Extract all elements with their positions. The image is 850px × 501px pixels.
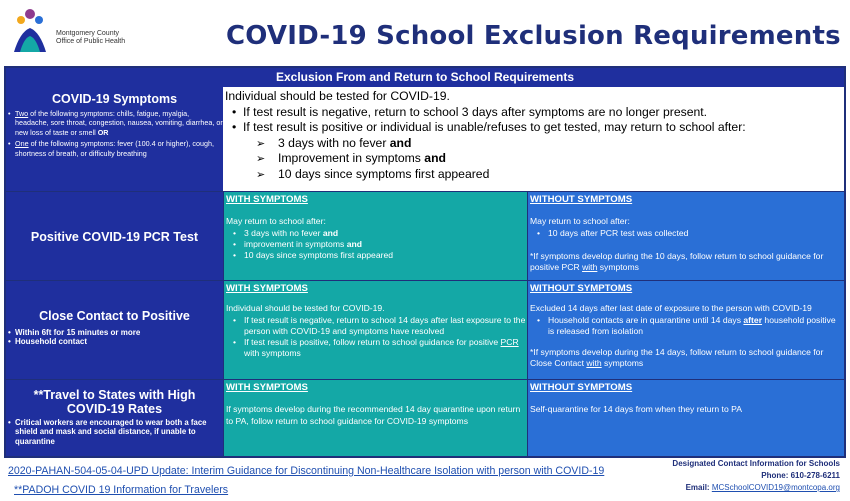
without-symptoms-heading: WITHOUT SYMPTOMS	[530, 382, 633, 393]
return-criteria-list	[223, 136, 844, 183]
pcr-without-note	[528, 251, 844, 274]
with-text: with	[586, 358, 602, 369]
phone-label: Phone:	[761, 471, 791, 480]
contact-without-intro: Excluded 14 days after last date of exposure to the person with COVID-19	[530, 303, 812, 314]
symptoms-intro: Individual should be tested for COVID-19.	[225, 89, 450, 103]
contact-label-title: Close Contact to Positive	[39, 309, 190, 323]
county-logo	[10, 8, 220, 58]
travel-without-text: Self-quarantine for 14 days from when they return to PA	[530, 404, 742, 415]
pcr-with-item	[224, 239, 527, 250]
note-text: symptoms	[597, 262, 639, 273]
pcr-with-item: • 10 days since symptoms first appeared	[224, 250, 527, 261]
one-text: One	[15, 139, 29, 149]
phone-value: 610-278-6211	[790, 471, 840, 480]
symptoms-label-title: COVID-19 Symptoms	[51, 92, 178, 106]
symptoms-guidance-item: • If test result is positive or individual is unable/refuses to get tested, may return to school after:	[223, 120, 844, 136]
return-criteria-item	[223, 136, 844, 152]
contact-label-list	[6, 328, 223, 347]
health-logo-icon	[10, 8, 50, 56]
org-name-line2: Office of Public Health	[56, 38, 126, 45]
org-name-line1: Montgomery County	[56, 30, 120, 37]
contact-with-item	[224, 337, 527, 360]
item-text: Household contacts are in quarantine until 14 days	[548, 314, 744, 325]
pcr-row	[6, 192, 844, 280]
and-text: and	[424, 151, 446, 166]
email-link[interactable]: MCSchoolCOVID19@montcopa.org	[711, 483, 840, 492]
contact-without-list	[528, 315, 844, 338]
contact-with-item: • If test result is negative, return to school 14 days after last exposure to the person with COVID-19 and symptoms have resolved	[224, 315, 527, 338]
pcr-without-intro: May return to school after:	[530, 216, 630, 227]
or-text: OR	[97, 127, 109, 137]
email-label: Email:	[685, 483, 712, 492]
criteria-text: 3 days with no fever	[278, 135, 390, 150]
contact-label-cell	[6, 281, 223, 379]
pcr-with-item	[224, 228, 527, 239]
contact-label-item: • Within 6ft for 15 minutes or more	[6, 328, 223, 337]
pcr-with-intro: May return to school after:	[226, 216, 326, 227]
symptoms-row	[6, 87, 844, 191]
symptoms-guidance-list	[223, 105, 844, 136]
travel-with-text: If symptoms develop during the recommended 14 day quarantine upon return to PA, follow return to school guidance for COVID-19 symptoms	[226, 404, 521, 426]
note-text: *If symptoms develop during the 14 days, follow return to school guidance for Close Contact	[530, 347, 824, 369]
pcr-label-title: Positive COVID-19 PCR Test	[30, 230, 199, 244]
note-text: symptoms	[601, 358, 644, 369]
contact-without-note	[528, 347, 844, 370]
pcr-without-item: • 10 days after PCR test was collected	[528, 228, 844, 239]
contact-with-intro: Individual should be tested for COVID-19.	[226, 303, 385, 314]
and-text: and	[346, 238, 362, 249]
travel-without-symptoms-cell	[528, 380, 844, 456]
with-symptoms-heading: WITH SYMPTOMS	[226, 382, 308, 393]
symptoms-label-cell	[6, 87, 223, 191]
one-rest-text: of the following symptoms: fever (100.4 or higher), cough, shortness of breath, or difficulty breathing	[15, 139, 214, 158]
page-title: COVID-19 School Exclusion Requirements	[226, 21, 841, 51]
contact-label-item: • Household contact	[6, 337, 223, 346]
note-text: *If symptoms develop during the 10 days, follow return to school guidance for positive PCR	[530, 250, 824, 273]
pcr-text: PCR	[500, 337, 519, 348]
criteria-text: Improvement in symptoms	[278, 151, 425, 166]
page-footer	[0, 458, 850, 501]
pcr-with-symptoms-cell	[224, 192, 527, 280]
pcr-without-symptoms-cell	[528, 192, 844, 280]
return-criteria-item	[223, 151, 844, 167]
item-text: If test result is positive, follow return to school guidance for positive	[244, 337, 501, 348]
contact-without-symptoms-cell	[528, 281, 844, 379]
contact-without-item	[528, 315, 844, 338]
two-rest-text: of the following symptoms: chills, fatigue, myalgia, headache, sore throat, congestion, nausea, vomiting, diarrhea, or new loss of taste or smell	[15, 109, 223, 137]
item-text: household positive is released from isolation	[548, 314, 836, 336]
contact-with-list	[224, 315, 527, 360]
travel-label-cell	[6, 380, 223, 456]
pcr-with-list	[224, 228, 527, 262]
item-text: improvement in symptoms	[244, 238, 347, 249]
table-banner: Exclusion From and Return to School Requirements	[6, 68, 844, 87]
symptoms-guidance-item: • If test result is negative, return to school 3 days after symptoms are no longer present.	[223, 105, 844, 121]
with-symptoms-heading: WITH SYMPTOMS	[226, 283, 308, 294]
without-symptoms-heading: WITHOUT SYMPTOMS	[530, 283, 633, 294]
travel-label-list	[6, 418, 223, 446]
contact-with-symptoms-cell	[224, 281, 527, 379]
return-criteria-item: ➢ 10 days since symptoms first appeared	[223, 167, 844, 183]
with-text: with	[582, 262, 598, 273]
contact-phone	[761, 471, 840, 480]
without-symptoms-heading: WITHOUT SYMPTOMS	[530, 194, 633, 205]
symptoms-label-item	[6, 109, 223, 137]
close-contact-row	[6, 281, 844, 379]
two-text: Two	[15, 109, 29, 118]
contact-title: Designated Contact Information for Schools	[672, 459, 840, 468]
with-symptoms-heading: WITH SYMPTOMS	[226, 194, 308, 205]
pcr-label-cell	[6, 192, 223, 280]
travel-with-symptoms-cell	[224, 380, 527, 456]
pcr-without-list	[528, 228, 844, 239]
item-text: with symptoms	[244, 348, 301, 359]
and-text: and	[322, 227, 339, 238]
and-text: and	[389, 135, 412, 150]
travel-row	[6, 380, 844, 456]
travel-label-title: **Travel to States with High COVID-19 Rates	[33, 388, 196, 416]
after-text: after	[743, 314, 763, 325]
item-text: 3 days with no fever	[244, 227, 323, 238]
symptoms-guidance-cell	[223, 87, 844, 191]
padoh-travel-link[interactable]: **PADOH COVID 19 Information for Travelers	[14, 484, 229, 496]
pahan-guidance-link[interactable]: 2020-PAHAN-504-05-04-UPD Update: Interim Guidance for Discontinuing Non-Healthcare Isolation with person with COVID-19	[8, 465, 605, 477]
symptoms-label-item	[6, 139, 223, 158]
requirements-table	[4, 66, 846, 458]
contact-email	[686, 483, 840, 492]
travel-label-item: • Critical workers are encouraged to wear both a face shield and mask and social distance, if unable to quarantine	[6, 418, 223, 446]
symptoms-label-list	[6, 109, 223, 158]
page-header	[0, 0, 850, 64]
